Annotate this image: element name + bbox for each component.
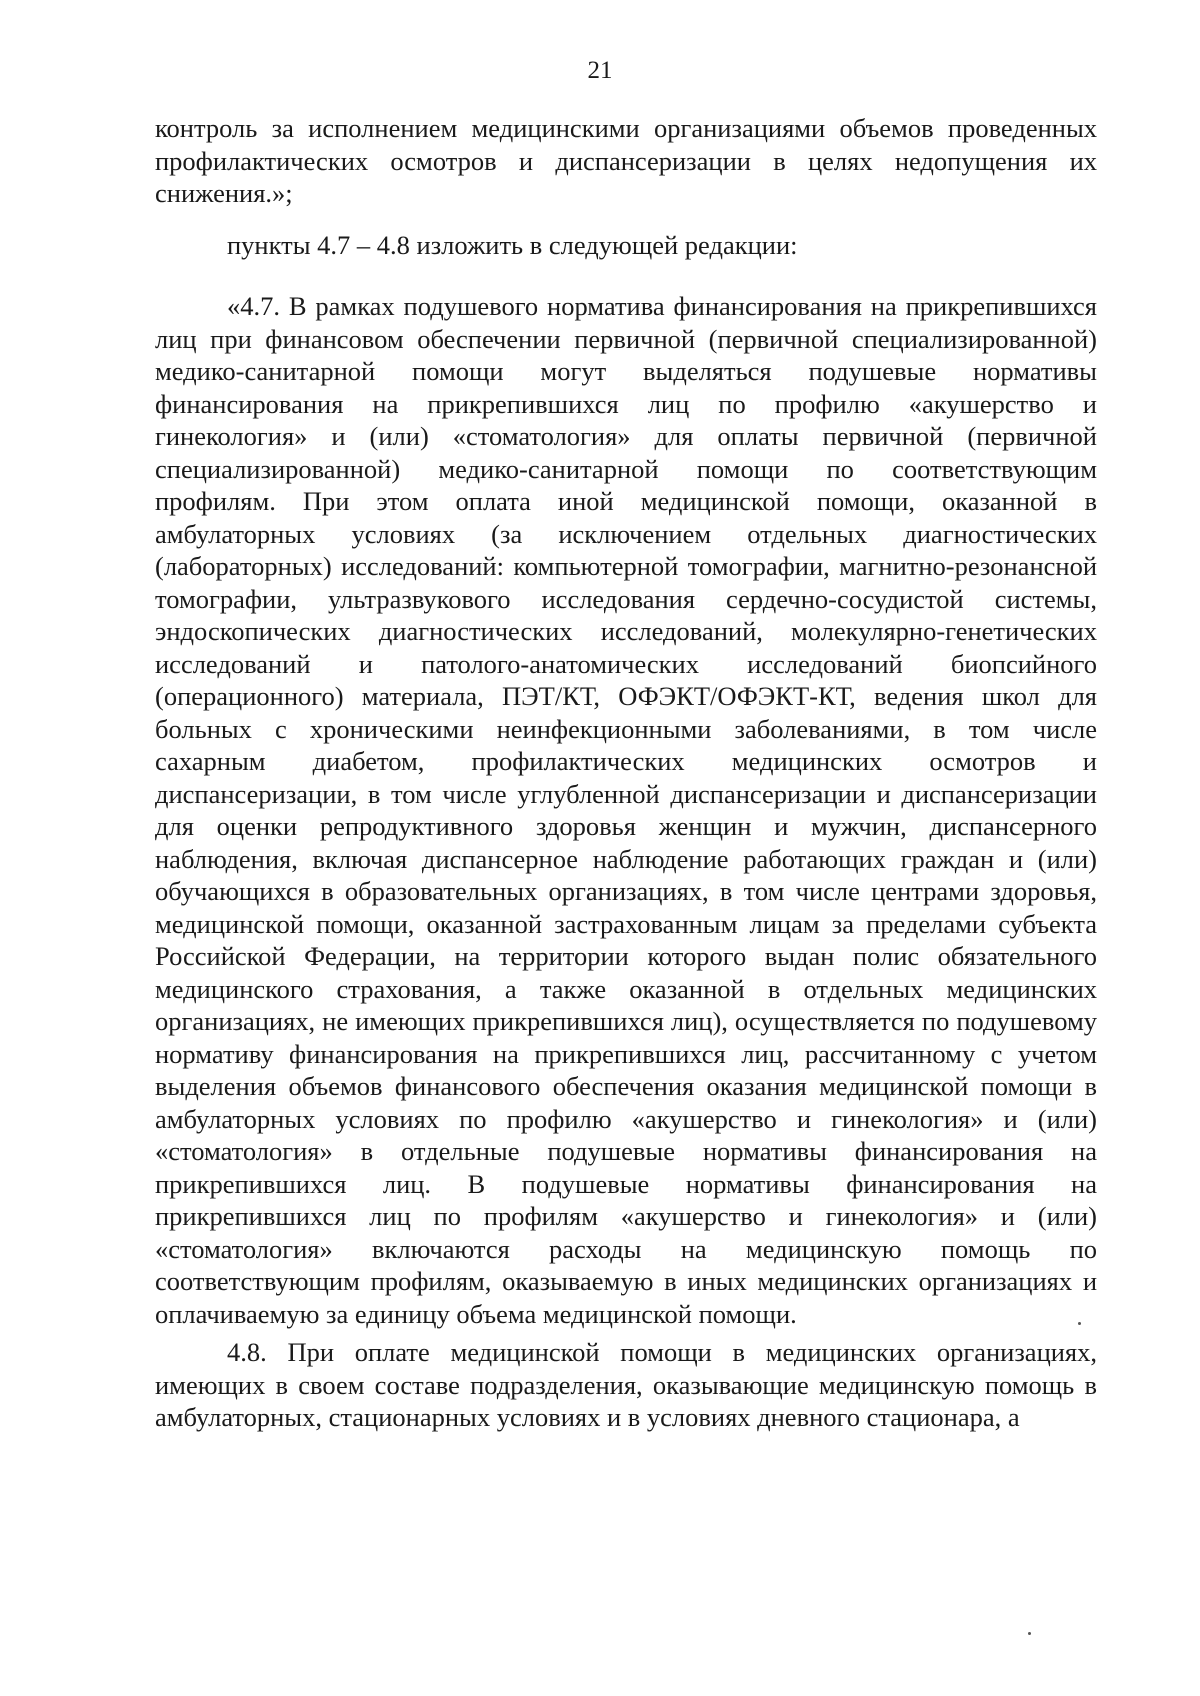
paragraph-text: 4.8. При оплате медицинской помощи в медицинских организациях, имеющих в своем составе подразделения, оказывающие медицинскую помощь в амбулаторных, стационарных условиях и в условиях дневного стационара, а <box>155 1337 1097 1432</box>
paragraph-points-amendment <box>155 229 1097 262</box>
paragraph-text: контроль за исполнением медицинскими организациями объемов проведенных профилактических осмотров и диспансеризации в целях недопущения их снижения.»; <box>155 113 1097 208</box>
scan-speck <box>1028 1632 1031 1635</box>
scan-speck <box>1078 1322 1081 1325</box>
paragraph-text: пункты 4.7 – 4.8 изложить в следующей редакции: <box>227 230 798 260</box>
paragraph-clause-4-7 <box>155 290 1097 1330</box>
page-number: 21 <box>587 57 613 84</box>
paragraph-text: «4.7. В рамках подушевого норматива финансирования на прикрепившихся лиц при финансовом обеспечении первичной (первичной специализированной) медико-санитарной помощи могут выделяться подушевые нормативы финансирования на прикрепившихся лиц по профилю «акушерство и гинекология» и (или) «стоматология» для оплаты первичной (первичной специализированной) медико-санитарной помощи по соответствующим профилям. При этом оплата иной медицинской помощи, оказанной в амбулаторных условиях (за исключением отдельных диагностических (лабораторных) исследований: компьютерной томографии, магнитно-резонансной томографии, ультразвукового исследования сердечно-сосудистой системы, эндоскопических диагностических исследований, молекулярно-генетических исследований и патолого-анатомических исследований биопсийного (операционного) материала, ПЭТ/КТ, ОФЭКТ/ОФЭКТ-КТ, ведения школ для больных с хроническими неинфекционными заболеваниями, в том числе сахарным диабетом, профилактических медицинских осмотров и диспансеризации, в том числе углубленной диспансеризации и диспансеризации для оценки репродуктивного здоровья женщин и мужчин, диспансерного наблюдения, включая диспансерное наблюдение работающих граждан и (или) обучающихся в образовательных организациях, в том числе центрами здоровья, медицинской помощи, оказанной застрахованным лицам за пределами субъекта Российской Федерации, на территории которого выдан полис обязательного медицинского страхования, а также оказанной в отдельных медицинских организациях, не имеющих прикрепившихся лиц), осуществляется по подушевому нормативу финансирования на прикрепившихся лиц, рассчитанному с учетом выделения объемов финансового обеспечения оказания медицинской помощи в амбулаторных условиях по профилю «акушерство и гинекология» и (или) «стоматология» в отдельные подушевые нормативы финансирования на прикрепившихся лиц. В подушевые нормативы финансирования на прикрепившихся лиц по профилям «акушерство и гинекология» и (или) «стоматология» включаются расходы на медицинскую помощь по соответствующим профилям, оказываемую в иных медицинских организациях и оплачиваемую за единицу объема медицинской помощи. <box>155 291 1097 1329</box>
paragraph-control-continuation <box>155 112 1097 210</box>
paragraph-clause-4-8 <box>155 1336 1097 1434</box>
